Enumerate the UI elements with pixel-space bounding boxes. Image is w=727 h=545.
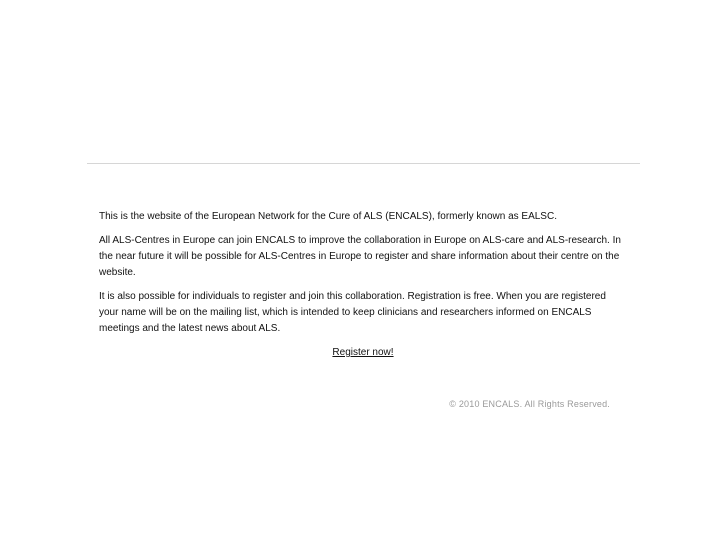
register-row xyxy=(99,345,627,361)
footer-copyright: © 2010 ENCALS. All Rights Reserved. xyxy=(449,399,610,409)
intro-paragraph-2: All ALS-Centres in Europe can join ENCALS to improve the collaboration in Europe on ALS-care and ALS-research. In the near future it will be possible for ALS-Centres in Europe to register and share information about their centre on the website. xyxy=(99,235,621,278)
main-content xyxy=(99,209,627,369)
header-area xyxy=(0,0,727,163)
intro-paragraph-3: It is also possible for individuals to register and join this collaboration. Registration is free. When you are registered your name will be on the mailing list, which is intended to keep clinicians and researchers informed on ENCALS meetings and the latest news about ALS. xyxy=(99,291,606,334)
register-now-link[interactable]: Register now! xyxy=(332,347,394,358)
header-divider xyxy=(87,163,640,164)
intro-paragraph-1: This is the website of the European Network for the Cure of ALS (ENCALS), formerly known as EALSC. xyxy=(99,211,557,222)
